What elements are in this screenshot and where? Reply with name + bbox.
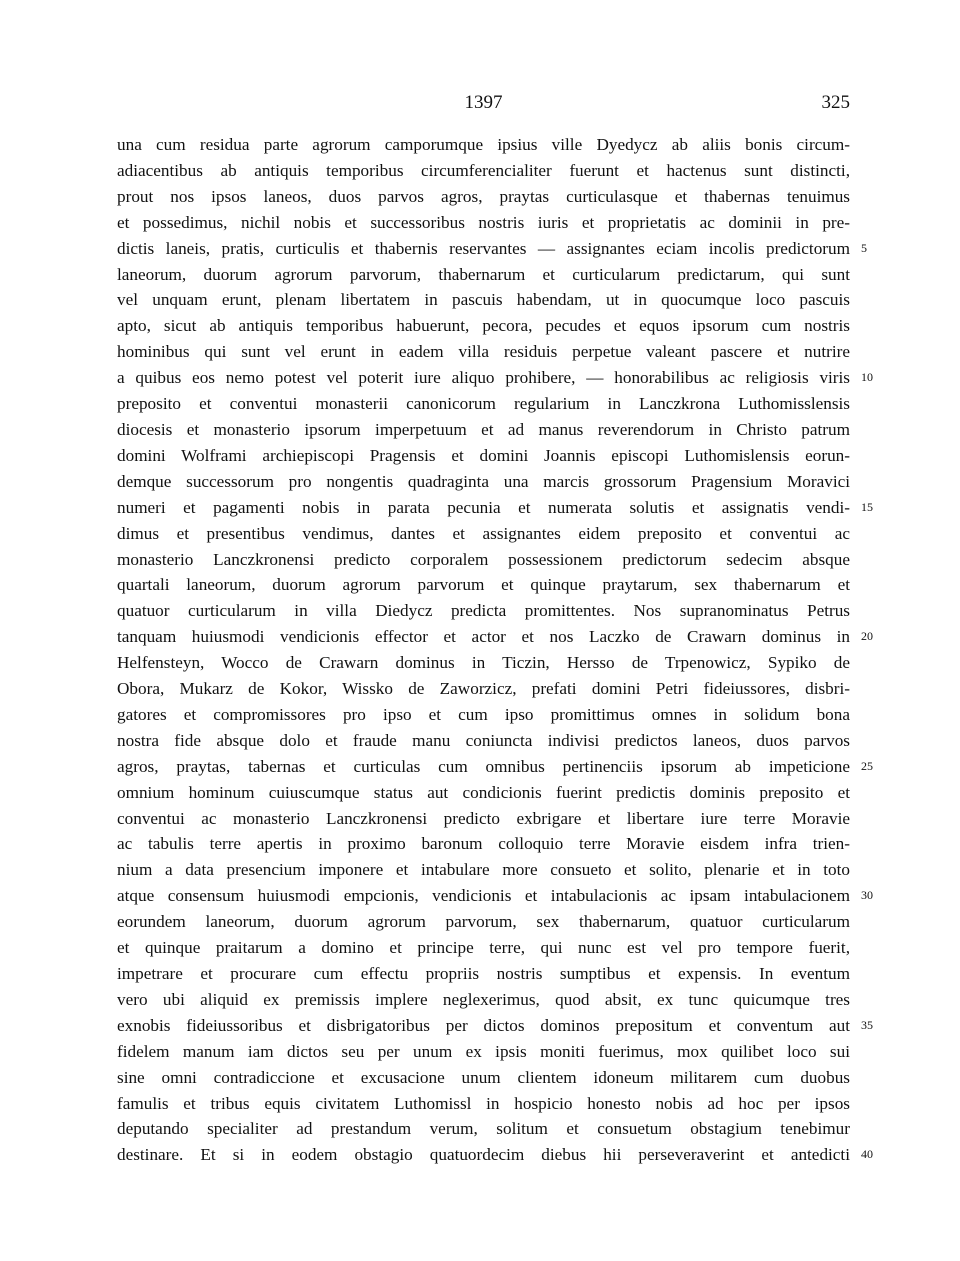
- text-line: [117, 132, 850, 158]
- text-line: [117, 1065, 850, 1091]
- line-text: eorundem laneorum, duorum agrorum parvorum, sex thabernarum, quatuor curticularum: [117, 912, 850, 932]
- line-text: tanquam huiusmodi vendicionis effector et actor et nos Laczko de Crawarn dominus in: [117, 627, 850, 647]
- text-line: [117, 443, 850, 469]
- text-line: [117, 857, 850, 883]
- text-line: [117, 598, 850, 624]
- line-number: 25: [861, 758, 873, 773]
- line-text: deputando specialiter ad prestandum verum, solitum et consuetum obstagium tenebimur: [117, 1119, 850, 1139]
- text-line: [117, 1116, 850, 1142]
- text-line: [117, 961, 850, 987]
- text-line: [117, 831, 850, 857]
- text-line: [117, 236, 867, 262]
- text-line: [117, 883, 873, 909]
- line-text: nostra fide absque dolo et fraude manu coniuncta indivisi predictos laneos, duos parvos: [117, 730, 850, 750]
- line-text: famulis et tribus equis civitatem Luthomissl in hospicio honesto nobis ad hoc per ipsos: [117, 1093, 850, 1113]
- line-number: 35: [861, 1017, 873, 1032]
- line-text: vero ubi aliquid ex premissis implere neglexerimus, quod absit, ex tunc quicumque tres: [117, 989, 850, 1009]
- text-line: [117, 728, 850, 754]
- line-text: agros, praytas, tabernas et curticulas cum omnibus pertinenciis ipsorum ab impeticione: [117, 756, 850, 776]
- line-text: quatuor curticularum in villa Diedycz predicta promittentes. Nos supranominatus Petrus: [117, 601, 850, 621]
- text-line: [117, 365, 873, 391]
- line-text: nium a data presencium imponere et intabulare more consueto et solito, plenarie et in toto: [117, 860, 850, 880]
- line-text: domini Wolframi archiepiscopi Pragensis et domini Joannis episcopi Luthomislensis eorun-: [117, 445, 850, 465]
- text-line: [117, 158, 850, 184]
- line-text: gatores et compromissores pro ipso et cum ipso promittimus omnes in solidum bona: [117, 704, 850, 724]
- text-line: [117, 339, 850, 365]
- line-text: vel unquam erunt, plenam libertatem in pascuis habendam, ut in quocumque loco pascuis: [117, 290, 850, 310]
- text-line: [117, 313, 850, 339]
- line-text: prout nos ipsos laneos, duos parvos agros, praytas curticulasque et thabernas tenuimus: [117, 186, 850, 206]
- line-text: preposito et conventui monasterii canonicorum regularium in Lanczkrona Luthomisslensis: [117, 394, 850, 414]
- text-line: [117, 262, 850, 288]
- text-line: [117, 935, 850, 961]
- line-text: Helfensteyn, Wocco de Crawarn dominus in Ticzin, Hersso de Trpenowicz, Sypiko de: [117, 653, 850, 673]
- line-text: Obora, Mukarz de Kokor, Wissko de Zaworzicz, prefati domini Petri fideiussores, disbri-: [117, 679, 850, 699]
- text-line: [117, 650, 850, 676]
- text-line: [117, 754, 873, 780]
- text-line: [117, 1039, 850, 1065]
- line-text: dictis laneis, pratis, curticulis et thabernis reservantes — assignantes eciam incolis predictorum: [117, 238, 850, 258]
- line-text: ac tabulis terre apertis in proximo baronum colloquio terre Moravie eisdem infra trien-: [117, 834, 850, 854]
- line-text: adiacentibus ab antiquis temporibus circumferencialiter fuerunt et hactenus sunt distincti,: [117, 160, 850, 180]
- line-text: omnium hominum cuiuscumque status aut condicionis fuerint predictis dominis preposito et: [117, 782, 850, 802]
- line-text: fidelem manum iam dictos seu per unum ex ipsis moniti fuerimus, mox quilibet loco sui: [117, 1041, 850, 1061]
- text-line: [117, 780, 850, 806]
- line-number: 5: [861, 240, 867, 255]
- line-text: una cum residua parte agrorum camporumque ipsius ville Dyedycz ab aliis bonis circum-: [117, 135, 850, 154]
- page-header: [117, 92, 850, 116]
- text-line: [117, 547, 850, 573]
- line-number: 20: [861, 629, 873, 644]
- text-line: [117, 287, 850, 313]
- text-line: [117, 1013, 873, 1039]
- line-text: destinare. Et si in eodem obstagio quatuordecim diebus hii perseveraverint et antedicti: [117, 1145, 850, 1165]
- line-text: impetrare et procurare cum effectu propriis nostris sumptibus et expensis. In eventum: [117, 964, 850, 983]
- text-line: [117, 987, 850, 1013]
- text-line: [117, 702, 850, 728]
- text-line: [117, 469, 850, 495]
- text-line: [117, 391, 850, 417]
- line-text: diocesis et monasterio ipsorum imperpetuum et ad manus reverendorum in Christo patrum: [117, 419, 850, 439]
- line-text: demque successorum pro nongentis quadraginta una marcis grossorum Pragensium Moravici: [117, 471, 850, 491]
- document-body: [117, 132, 873, 1168]
- text-line: [117, 1142, 873, 1168]
- text-line: [117, 210, 850, 236]
- line-number: 15: [861, 499, 873, 514]
- text-line: [117, 572, 850, 598]
- page-number: 325: [821, 92, 850, 113]
- page-year: 1397: [464, 92, 503, 113]
- line-text: quartali laneorum, duorum agrorum parvorum et quinque praytarum, sex thabernarum et: [117, 575, 850, 595]
- text-line: [117, 806, 850, 832]
- line-text: hominibus qui sunt vel erunt in eadem villa residuis perpetue valeant pascere et nutrire: [117, 342, 850, 362]
- line-text: et possedimus, nichil nobis et successoribus nostris iuris et proprietatis ac dominii in pre-: [117, 212, 850, 232]
- line-text: sine omni contradiccione et excusacione unum clientem idoneum militarem cum duobus: [117, 1067, 850, 1087]
- text-line: [117, 417, 850, 443]
- line-number: 30: [861, 888, 873, 903]
- text-line: [117, 624, 873, 650]
- line-number: 10: [861, 370, 873, 385]
- text-line: [117, 1091, 850, 1117]
- line-text: laneorum, duorum agrorum parvorum, thabernarum et curticularum predictarum, qui sunt: [117, 264, 850, 284]
- text-line: [117, 184, 850, 210]
- text-line: [117, 909, 850, 935]
- line-text: apto, sicut ab antiquis temporibus habuerunt, pecora, pecudes et equos ipsorum cum nostris: [117, 316, 850, 336]
- text-line: [117, 521, 850, 547]
- line-text: numeri et pagamenti nobis in parata pecunia et numerata solutis et assignatis vendi-: [117, 497, 850, 517]
- line-number: 40: [861, 1147, 873, 1162]
- line-text: dimus et presentibus vendimus, dantes et assignantes eidem preposito et conventui ac: [117, 523, 850, 543]
- line-text: et quinque praitarum a domino et principe terre, qui nunc est vel pro tempore fuerit,: [117, 938, 850, 958]
- line-text: exnobis fideiussoribus et disbrigatoribus per dictos dominos prepositum et conventum aut: [117, 1015, 850, 1035]
- text-line: [117, 495, 873, 521]
- text-line: [117, 676, 850, 702]
- line-text: a quibus eos nemo potest vel poterit iure aliquo prohibere, — honorabilibus ac religiosis viris: [117, 368, 850, 388]
- line-text: monasterio Lanczkronensi predicto corporalem possessionem predictorum sedecim absque: [117, 549, 850, 569]
- line-text: atque consensum huiusmodi empcionis, vendicionis et intabulacionis ac ipsam intabulacionem: [117, 886, 850, 906]
- line-text: conventui ac monasterio Lanczkronensi predicto exbrigare et libertare iure terre Moravie: [117, 808, 850, 828]
